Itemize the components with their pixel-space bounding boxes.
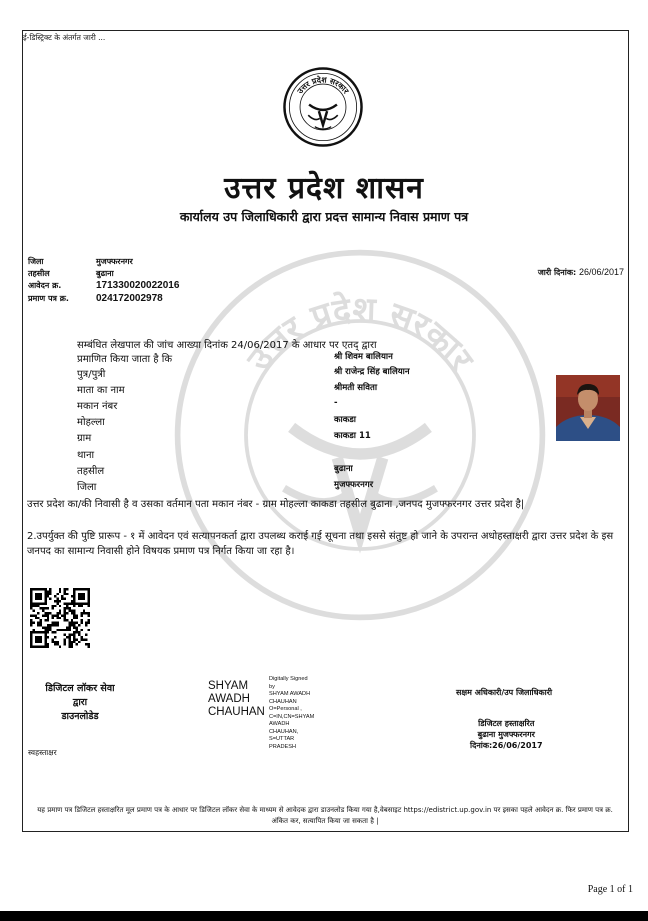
self-attested-label: स्वहस्ताक्षर	[28, 748, 57, 757]
certificate-subtitle: कार्यालय उप जिलाधिकारी द्वारा प्रदत्त सामान्य निवास प्रमाण पत्र	[179, 209, 469, 224]
meta-label: जिला	[28, 257, 44, 266]
intro-line: सम्बंधित लेखपाल की जांच आख्या दिनांक 24/06/2017 के आधार पर एतद् द्वारा	[77, 340, 377, 351]
digilocker-line: द्वारा	[72, 697, 88, 708]
meta-value: बुढाना	[96, 269, 114, 278]
detail-label: मकान नंबर	[77, 401, 118, 412]
signer-name-line: SHYAM	[208, 680, 249, 692]
meta-label: तहसील	[28, 269, 50, 278]
digital-signature-line: बुढाना मुजफ्फरनगर	[477, 730, 535, 739]
applicant-photo	[556, 375, 620, 441]
meta-tehsil	[28, 268, 114, 279]
qr-code	[30, 588, 90, 648]
detail-label: प्रमाणित किया जाता है कि	[77, 354, 173, 365]
digital-signature-details: Digitally Signed by SHYAM AWADH CHAUHAN O=Personal , C=IN,CN=SHYAM AWADH CHAUHAN, S=UTTAR PRADESH	[269, 676, 315, 750]
verification-statement: 2.उपर्युक्त की पुष्टि प्रारूप - १ में आवेदन एवं सत्यापनकर्ता द्वारा उपलब्ध कराई गई सूचना तथा इससे संतुष्ट हो जाने के उपरान्त अधोहस्ताक्षरी द्वारा उत्तर प्रदेश के इस जनपद का सामान्य निवासी होने विषयक प्रमाण पत्र निर्गत किया जा रहा है।	[27, 531, 614, 557]
detail-label: मोहल्ला	[77, 417, 105, 428]
page-title: उत्तर प्रदेश शासन	[224, 171, 424, 206]
detail-label: पुत्र/पुत्री	[77, 369, 106, 380]
detail-value: बुढाना	[334, 464, 353, 474]
emblem-text: उत्तर प्रदेश सरकार	[295, 75, 351, 96]
detail-value: श्री शिवम बालियान	[334, 352, 393, 362]
residence-statement: उत्तर प्रदेश का/की निवासी है व उसका वर्तमान पता मकान नंबर - ग्राम मोहल्ला काकडा तहसील बुढाना ,जनपद मुजफ्फरनगर उत्तर प्रदेश है|	[27, 499, 525, 510]
page-number: Page 1 of 1	[587, 884, 633, 895]
digilocker-note	[24, 682, 136, 724]
verification-footer: यह प्रमाण पत्र डिजिटल हस्ताक्षरित मूल प्रमाण पत्र के आधार पर डिजिटल लॉकर सेवा के माध्यम से आवेदक द्वारा डाउनलोड किया गया है,वेबसाइट https://edistrict.up.gov.in पर इसका पहले आवेदन क्र. फिर प्रमाण पत्र क्र. अंकित कर, सत्यापित किया जा सकता है |	[37, 806, 613, 825]
meta-value: मुजफ्फरनगर	[96, 257, 133, 266]
detail-value: -	[334, 398, 338, 408]
meta-certificate-no	[28, 293, 163, 304]
issue-date-value: 26/06/2017	[578, 267, 624, 277]
detail-value: मुजफ्फरनगर	[334, 480, 374, 490]
meta-application-no	[28, 280, 179, 291]
detail-label: जिला	[77, 482, 97, 493]
top-note: ई-डिस्ट्रिक्ट के अंतर्गत जारी ...	[23, 33, 106, 42]
watermark-emblem-text: उत्तर प्रदेश सरकार	[239, 289, 481, 379]
issue-date	[538, 267, 624, 278]
up-government-emblem	[282, 66, 364, 148]
digital-signature-line: दिनांक:26/06/2017	[470, 741, 543, 750]
svg-text:उत्तर प्रदेश सरकार	[295, 74, 351, 96]
detail-label: माता का नाम	[77, 385, 125, 396]
detail-value: श्री राजेन्द्र सिंह बालियान	[334, 367, 410, 377]
digilocker-line: डिजिटल लॉकर सेवा	[45, 683, 115, 694]
meta-value: 024172002978	[96, 293, 163, 304]
digital-signature-block	[470, 718, 543, 751]
meta-label: प्रमाण पत्र क्र.	[28, 294, 69, 303]
signer-name-line: CHAUHAN	[208, 706, 265, 718]
detail-label: ग्राम	[77, 433, 92, 444]
detail-value: श्रीमती सविता	[334, 383, 378, 393]
detail-value: काकडा 11	[334, 431, 371, 441]
meta-label: आवेदन क्र.	[28, 281, 62, 290]
digilocker-line: डाउनलोडेड	[61, 711, 99, 722]
signer-name-line: AWADH	[208, 693, 250, 705]
digital-signature-line: डिजिटल हस्ताक्षरित	[478, 719, 535, 728]
bottom-bar	[0, 911, 648, 921]
detail-value: काकडा	[334, 415, 357, 425]
detail-label: तहसील	[77, 466, 105, 477]
signer-name	[208, 680, 265, 719]
issue-date-label: जारी दिनांक:	[537, 268, 577, 277]
detail-label: थाना	[77, 450, 95, 461]
meta-value: 171330020022016	[96, 280, 180, 291]
meta-district	[28, 256, 133, 267]
competent-authority: सक्षम अधिकारी/उप जिलाधिकारी	[456, 688, 553, 697]
